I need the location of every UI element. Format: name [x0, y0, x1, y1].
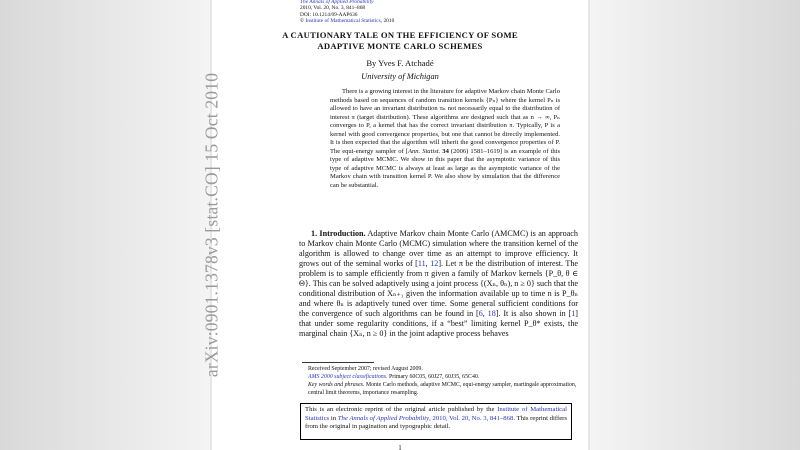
citation-link[interactable]: 18: [487, 309, 496, 319]
intro-paragraph: [299, 229, 578, 340]
ams-text: Primary 60C05, 60J27, 60J35, 65C40.: [387, 374, 480, 380]
intro-heading: 1. Introduction.: [311, 229, 366, 238]
abstract-cite-journal: Ann. Statist.: [407, 147, 441, 155]
keywords-text: Monte Carlo methods, adaptive MCMC, equi-energy sampler, martingale approximation, central limit theorems, importance resampling.: [308, 382, 577, 396]
abstract-cite-volume: 34: [442, 147, 449, 155]
abstract-text-2: (2006) 1581–1619] is an example of this type of adaptive MCMC. We show in this paper that the asymptotic variance of this type of adaptive MCMC is always at least as large as the asymptotic variance of the Markov chain with transition kernel P. We also show by simulation that the difference can be substantial.: [330, 147, 561, 190]
reprint-text: ,: [429, 414, 433, 422]
journal-volume-line: 2010, Vol. 20, No. 3, 841–868: [300, 5, 366, 12]
citation-link[interactable]: 11: [417, 259, 426, 269]
abstract: [330, 88, 560, 191]
reprint-journal-link[interactable]: The Annals of Applied Probability: [337, 414, 430, 422]
intro-text: ,: [425, 259, 431, 269]
introduction: [299, 229, 578, 340]
reprint-notice: [300, 403, 572, 440]
intro-text: Adaptive Markov chain Monte Carlo (AMCMC) is an approach to Markov chain Monte Carlo (MCMC) simulation where the transition kernel of the algorithm is allowed to change over time as an attempt to improve efficiency. It grows out of the seminal works of [: [299, 229, 578, 269]
citation-link[interactable]: 6: [478, 309, 483, 319]
intro-text: ] that under some regularity conditions, if a “best” limiting kernel P_θ* exists, the marginal chain {Xₙ, n ≥ 0} in the joint adaptive process behaves: [299, 309, 579, 339]
citation-link[interactable]: 1: [571, 309, 576, 319]
paper-page: [212, 0, 588, 450]
author: By Yves F. Atchadé: [366, 58, 434, 68]
abstract-paragraph: [330, 88, 560, 191]
received-date: Received September 2007; revised August 2009.: [308, 366, 423, 372]
affiliation: University of Michigan: [361, 72, 439, 81]
journal-copyright: © Institute of Mathematical Statistics, 2010: [300, 18, 395, 25]
journal-header: [300, 0, 394, 25]
reprint-text: in: [329, 414, 338, 422]
paper-title: [212, 30, 588, 52]
title-line-1: A CAUTIONARY TALE ON THE EFFICIENCY OF SOME: [282, 30, 518, 40]
keywords: [308, 381, 578, 397]
ams-classification: [308, 373, 578, 381]
citation-link[interactable]: 12: [430, 259, 439, 269]
right-margin-shade: [590, 0, 800, 450]
title-line-2: ADAPTIVE MONTE CARLO SCHEMES: [317, 41, 483, 51]
ams-label[interactable]: AMS 2000 subject classifications.: [308, 374, 388, 380]
reprint-text: This is an electronic reprint of the original article published by the: [305, 406, 498, 413]
footnotes: [308, 365, 578, 397]
intro-text: ,: [482, 309, 488, 319]
left-margin-shade: [0, 0, 210, 450]
journal-doi[interactable]: DOI: 10.1214/09-AAP636: [300, 11, 358, 18]
intro-text: ]. It is also shown in [: [495, 309, 572, 319]
reprint-volume-link[interactable]: 2010, Vol. 20, No. 3, 841–868: [432, 414, 514, 422]
reprint-text: . This reprint differs from the original in pagination and typographic detail.: [305, 414, 568, 431]
reprint-org-link[interactable]: Institute of Mathematical Statistics: [305, 406, 567, 422]
intro-text: ]. Let π be the distribution of interest. The problem is to sample efficiently from π given a family of Markov kernels {P_θ, θ ∈ Θ}. This can be solved adaptively using a joint process {(Xₙ, θₙ), n ≥ 0} such that the conditional distribution of Xₙ₊₁ given the information available up to time n is P_θₙ and where θₙ is adaptively tuned over time. Some general sufficient conditions for the convergence of such algorithms can be found in [: [299, 259, 579, 319]
page-number: 1: [398, 444, 402, 450]
journal-name[interactable]: The Annals of Applied Probability: [300, 0, 374, 5]
abstract-text-1: There is a growing interest in the literature for adaptive Markov chain Monte Carlo methods based on sequences of random transition kernels {Pₙ} where the kernel Pₙ is allowed to have an invariant distribution πₙ not necessarily equal to the distribution of interest π (target distribution). These algorithms are designed such that as n → ∞, Pₙ converges to P, a kernel that has the correct invariant distribution π. Typically, P is a kernel with good convergence properties, but one that cannot be directly implemented. It is then expected that the algorithm will inherit the good convergence properties of P. The equi-energy sampler of [: [330, 88, 560, 155]
keywords-label: Key words and phrases.: [308, 382, 365, 388]
copyright-year: 2010: [383, 18, 395, 25]
footnote-rule: [302, 362, 374, 363]
copyright-org[interactable]: Institute of Mathematical Statistics: [305, 18, 381, 25]
copyright-symbol: ©: [300, 18, 305, 25]
arxiv-identifier: arXiv:0901.1378v3 [stat.CO] 15 Oct 2010: [201, 72, 222, 378]
